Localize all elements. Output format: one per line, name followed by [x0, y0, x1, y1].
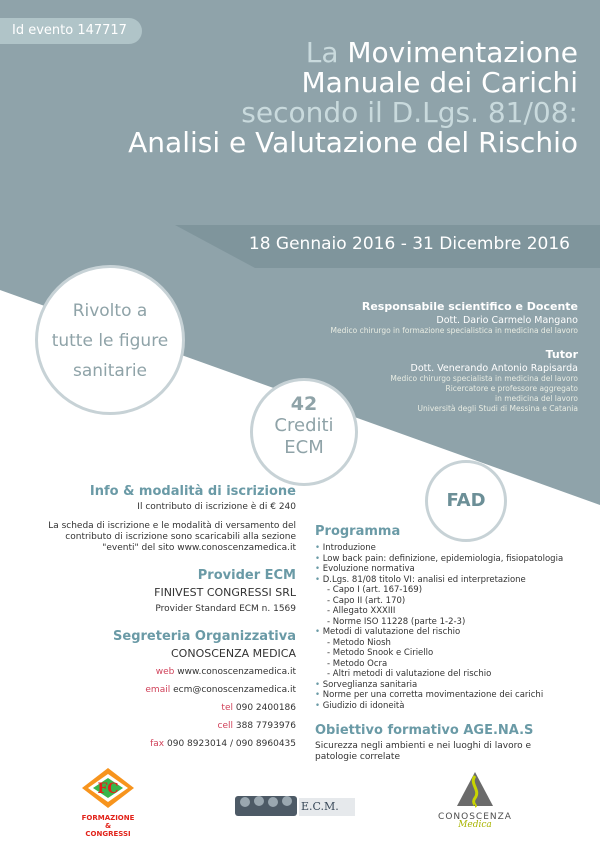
provider-heading: Provider ECM	[197, 568, 296, 583]
program-item: - Metodo Ocra	[327, 658, 388, 669]
event-id-badge: Id evento 147717	[0, 18, 142, 44]
title-line3: secondo il D.Lgs. 81/08:	[241, 96, 578, 129]
program-item-text: Low back pain: definizione, epidemiologia, fisiopatologia	[322, 553, 564, 564]
ecm-logo-text: E.C.M.	[301, 800, 339, 813]
program-item	[315, 690, 595, 701]
tutor-name: Dott. Venerando Antonio Rapisarda	[410, 363, 578, 374]
event-title	[128, 38, 578, 158]
program-item-text: Metodi di valutazione del rischio	[322, 627, 461, 637]
segreteria-heading: Segreteria Organizzativa	[113, 629, 296, 644]
fc-logo-text: FORMAZIONE	[81, 814, 135, 822]
cm-logo-script: Medica	[458, 820, 492, 830]
contact-label: cell	[217, 721, 233, 731]
bullet-icon: •	[315, 700, 323, 711]
fc-logo-text: CONGRESSI	[85, 830, 131, 838]
info-note: La scheda di iscrizione e le modalità di versamento del	[48, 521, 296, 531]
program-item	[315, 543, 595, 554]
program-item: - Altri metodi di valutazione del rischio	[327, 669, 492, 679]
left-info-column	[6, 484, 296, 753]
bullet-icon: •	[315, 564, 323, 574]
info-heading: Info & modalità di iscrizione	[89, 484, 296, 499]
program-item: - Allegato XXXIII	[327, 606, 396, 616]
responsabile-name: Dott. Dario Carmelo Mangano	[436, 315, 578, 326]
credits-label: Crediti	[274, 415, 334, 436]
program-item-text: Norme per una corretta movimentazione dei carichi	[322, 690, 544, 700]
contact-value: ecm@conoscenzamedica.it	[173, 685, 296, 695]
credits-number: 42	[290, 393, 318, 415]
cm-logo	[432, 770, 518, 830]
tutor-desc: Ricercatore e professore aggregato	[445, 384, 578, 393]
fc-logo-text: &	[104, 822, 112, 830]
tutor-desc: in medicina del lavoro	[495, 394, 578, 403]
contact-label: fax	[150, 739, 165, 749]
mode-circle: FAD	[425, 460, 507, 542]
provider-standard: Provider Standard ECM n. 1569	[155, 604, 296, 614]
info-note: "eventi" del sito www.conoscenzamedica.it	[102, 543, 296, 553]
audience-circle	[35, 265, 185, 415]
cm-logo-text: CONOSCENZA	[438, 812, 512, 822]
contact-label: tel	[221, 703, 233, 713]
title-prefix: La	[305, 36, 339, 69]
fc-logo	[78, 766, 138, 838]
program-item: - Capo I (art. 167-169)	[327, 585, 423, 595]
program-item	[315, 680, 595, 691]
program-item	[315, 575, 595, 586]
provider-name: FINIVEST CONGRESSI SRL	[154, 586, 296, 599]
segreteria-name: CONOSCENZA MEDICA	[171, 647, 296, 660]
title-line1: Movimentazione	[347, 36, 578, 69]
info-note: contributo di iscrizione sono scaricabili alla sezione	[65, 532, 296, 542]
ecm-logo	[235, 792, 355, 818]
tutor-desc: Università degli Studi di Messina e Catania	[417, 404, 578, 413]
bullet-icon: •	[315, 543, 323, 553]
tutor-desc: Medico chirurgo specialista in medicina del lavoro	[390, 374, 578, 383]
program-heading: Programma	[315, 524, 401, 539]
contact-value: 090 8923014 / 090 8960435	[167, 739, 296, 749]
audience-line: Rivolto a	[72, 301, 148, 321]
audience-line: tutte le figure	[51, 331, 169, 351]
responsabile-desc: Medico chirurgo in formazione specialistica in medicina del lavoro	[330, 326, 578, 335]
bullet-icon: •	[315, 574, 323, 585]
program-item: - Capo II (art. 170)	[327, 595, 406, 606]
program-item	[315, 701, 595, 712]
program-item	[315, 627, 595, 638]
fc-logo-icon	[78, 766, 138, 810]
contact-value: www.conoscenzamedica.it	[177, 667, 296, 677]
credits-type: ECM	[284, 437, 324, 458]
program-item	[315, 564, 595, 575]
program-item-text: Evoluzione normativa	[322, 564, 415, 574]
title-line2: Manuale dei Carichi	[301, 66, 578, 99]
program-item: - Metodo Niosh	[327, 637, 391, 648]
program-column	[315, 524, 595, 763]
contact-label: web	[155, 667, 175, 677]
program-item-text: D.Lgs. 81/08 titolo VI: analisi ed interpretazione	[322, 574, 526, 585]
bullet-icon: •	[315, 679, 323, 690]
contact-email[interactable]	[6, 681, 296, 699]
contact-label: email	[145, 685, 171, 695]
responsabile-heading: Responsabile scientifico e Docente	[361, 300, 578, 313]
program-item: - Metodo Snook e Ciriello	[327, 648, 434, 658]
contact-web[interactable]	[6, 663, 296, 681]
objective-text: Sicurezza negli ambienti e nei luoghi di lavoro e	[315, 741, 531, 751]
audience-line: sanitarie	[72, 361, 148, 381]
tutor-heading: Tutor	[545, 348, 578, 361]
fc-logo-initials: FC	[97, 781, 119, 797]
contact-fax	[6, 735, 296, 753]
objective-text: patologie correlate	[315, 752, 400, 762]
program-item-text: Sorveglianza sanitaria	[322, 679, 418, 690]
program-item-text: Giudizio di idoneità	[322, 700, 405, 711]
faculty-block	[278, 300, 578, 414]
event-dates: 18 Gennaio 2016 - 31 Dicembre 2016	[248, 234, 570, 254]
contact-value: 090 2400186	[235, 703, 296, 713]
objective-heading: Obiettivo formativo AGE.NA.S	[315, 723, 534, 738]
info-fee: Il contributo di iscrizione è di € 240	[137, 502, 296, 512]
program-item-text: Introduzione	[322, 543, 376, 553]
bullet-icon: •	[315, 690, 323, 700]
contact-value: 388 7793976	[235, 721, 296, 731]
title-line4: Analisi e Valutazione del Rischio	[128, 126, 578, 159]
cm-logo-icon	[455, 770, 495, 808]
contact-tel	[6, 699, 296, 717]
program-item	[315, 554, 595, 565]
contact-cell	[6, 717, 296, 735]
program-item: - Norme ISO 11228 (parte 1-2-3)	[327, 616, 466, 627]
bullet-icon: •	[315, 627, 323, 637]
program-list	[315, 543, 595, 711]
bullet-icon: •	[315, 553, 323, 564]
